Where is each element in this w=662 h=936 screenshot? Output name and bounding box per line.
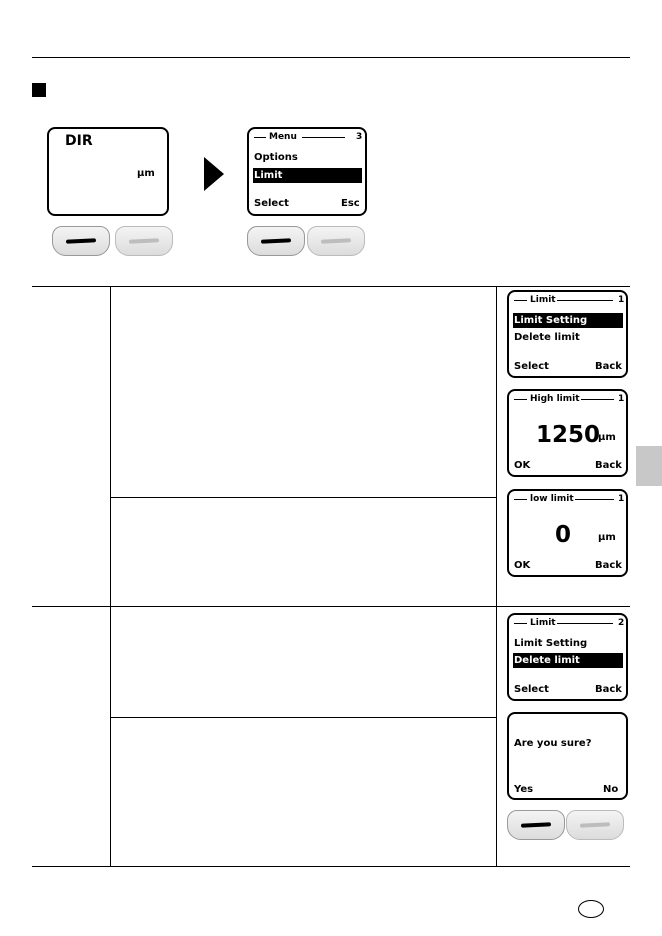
limit-back-softlabel: Back bbox=[595, 684, 622, 695]
high-limit-back-softlabel: Back bbox=[595, 460, 622, 471]
limit-select-softlabel: Select bbox=[514, 361, 549, 372]
dir-screen bbox=[47, 127, 169, 216]
limit-setting-item[interactable]: Limit Setting bbox=[514, 638, 588, 649]
limit-page: 2 bbox=[618, 618, 625, 628]
low-limit-page: 1 bbox=[618, 494, 625, 504]
limit-header: Limit bbox=[530, 295, 556, 305]
limit-setting-item-selected[interactable]: Limit Setting bbox=[513, 313, 623, 328]
high-limit-unit: µm bbox=[598, 432, 616, 443]
dir-title: DIR bbox=[65, 133, 93, 149]
delete-limit-item[interactable]: Delete limit bbox=[514, 332, 580, 343]
limit-select-softlabel: Select bbox=[514, 684, 549, 695]
confirm-screen bbox=[507, 712, 628, 800]
limit-page: 1 bbox=[618, 295, 625, 305]
menu-esc-softlabel: Esc bbox=[341, 198, 360, 209]
soft-key-icon bbox=[580, 822, 610, 828]
confirm-question: Are you sure? bbox=[514, 738, 592, 749]
soft-key-icon bbox=[321, 238, 351, 244]
soft-key-icon bbox=[66, 238, 96, 244]
soft-key-left[interactable] bbox=[507, 810, 565, 840]
menu-screen bbox=[247, 127, 367, 216]
section-square-icon bbox=[32, 83, 46, 97]
menu-page: 3 bbox=[356, 132, 363, 142]
table-rule-bottom bbox=[32, 866, 630, 867]
table-subrule-2 bbox=[110, 717, 496, 718]
confirm-yes-softlabel: Yes bbox=[514, 784, 534, 795]
next-step-arrow-icon bbox=[204, 157, 224, 191]
table-subrule-1 bbox=[110, 497, 496, 498]
soft-key-icon bbox=[261, 238, 291, 244]
menu-header: Menu bbox=[269, 132, 297, 142]
low-limit-screen bbox=[507, 489, 628, 577]
section-thumb-tab bbox=[636, 446, 662, 486]
soft-key-icon bbox=[129, 238, 159, 244]
low-limit-value[interactable]: 0 bbox=[555, 522, 572, 548]
soft-key-right[interactable] bbox=[307, 226, 365, 256]
limit-header: Limit bbox=[530, 618, 556, 628]
low-limit-ok-softlabel: OK bbox=[514, 560, 531, 571]
soft-key-left[interactable] bbox=[52, 226, 110, 256]
limit-menu-screen-delete bbox=[507, 613, 628, 701]
limit-menu-screen bbox=[507, 290, 628, 378]
high-limit-page: 1 bbox=[618, 394, 625, 404]
high-limit-header: High limit bbox=[530, 394, 580, 404]
limit-back-softlabel: Back bbox=[595, 361, 622, 372]
table-col-divider-1 bbox=[110, 286, 111, 866]
menu-item-limit-selected[interactable]: Limit bbox=[253, 168, 362, 183]
header-rule bbox=[32, 57, 630, 58]
soft-key-left[interactable] bbox=[247, 226, 305, 256]
soft-key-right[interactable] bbox=[115, 226, 173, 256]
delete-limit-item-selected[interactable]: Delete limit bbox=[513, 653, 623, 668]
low-limit-unit: µm bbox=[598, 532, 616, 543]
soft-key-right[interactable] bbox=[566, 810, 624, 840]
low-limit-back-softlabel: Back bbox=[595, 560, 622, 571]
high-limit-value[interactable]: 1250 bbox=[536, 422, 601, 448]
language-badge-icon bbox=[578, 900, 604, 918]
table-rule-top bbox=[32, 286, 630, 287]
low-limit-header: low limit bbox=[530, 494, 574, 504]
confirm-no-softlabel: No bbox=[603, 784, 619, 795]
menu-item-options[interactable]: Options bbox=[254, 152, 298, 163]
soft-key-icon bbox=[521, 822, 551, 828]
menu-select-softlabel: Select bbox=[254, 198, 289, 209]
table-rule-mid bbox=[32, 606, 630, 607]
dir-unit: µm bbox=[137, 168, 155, 179]
high-limit-screen bbox=[507, 389, 628, 477]
high-limit-ok-softlabel: OK bbox=[514, 460, 531, 471]
table-col-divider-2 bbox=[496, 286, 497, 866]
